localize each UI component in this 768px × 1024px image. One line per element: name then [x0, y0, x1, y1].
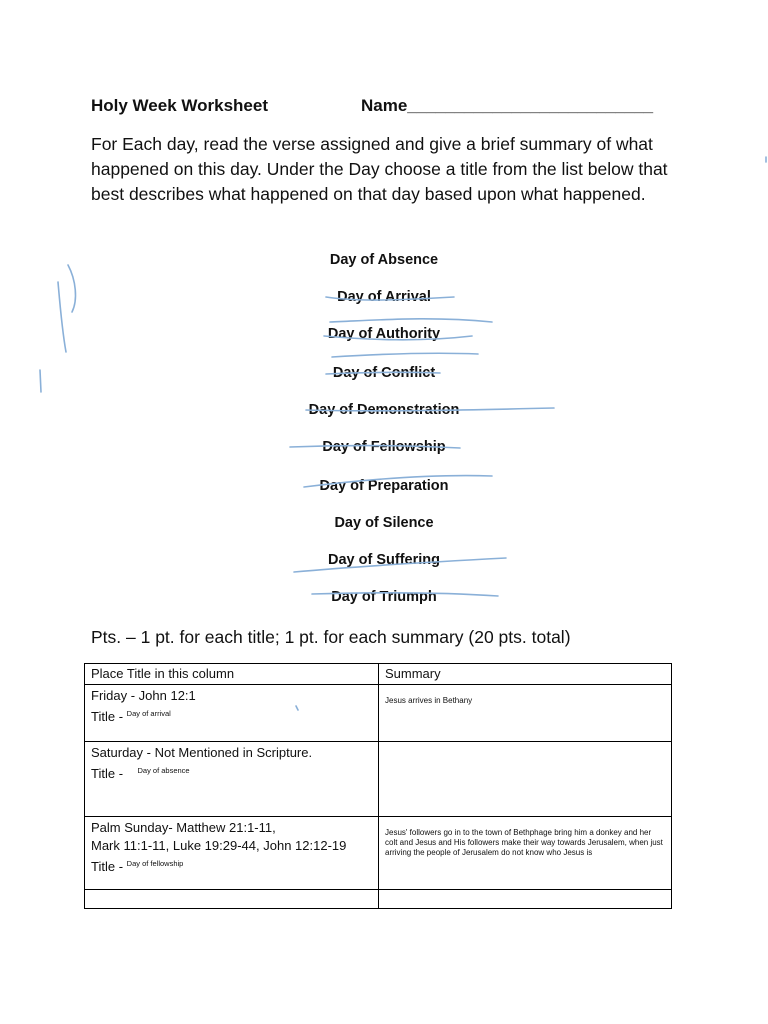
title-option: Day of Conflict — [332, 365, 436, 381]
day-reference: Saturday - Not Mentioned in Scripture. — [91, 745, 313, 760]
table-header-row — [85, 664, 672, 685]
title-answer: Day of fellowship — [126, 859, 184, 868]
summary-text — [385, 744, 665, 753]
title-option: Day of Arrival — [337, 289, 431, 305]
title-option: Day of Triumph — [331, 589, 437, 605]
summary-text: Jesus' followers go in to the town of Bethphage bring him a donkey and her colt and Jesus and His followers make their way towards Jerusalem, when just arriving the people of Jerusalem do not know who Jesus is — [385, 828, 663, 857]
title-cell[interactable] — [85, 817, 379, 890]
summary-cell[interactable] — [379, 742, 672, 817]
day-reference-continued: Mark 11:1-11, Luke 19:29-44, John 12:12-19 — [91, 838, 347, 853]
summary-cell[interactable] — [379, 685, 672, 742]
title-option: Day of Preparation — [319, 478, 449, 494]
ink-stroke — [330, 319, 492, 322]
title-option: Day of Authority — [327, 326, 441, 342]
title-cell[interactable] — [85, 890, 379, 909]
day-reference: Palm Sunday- Matthew 21:1-11, — [91, 820, 276, 835]
title-line — [91, 855, 372, 876]
day-reference: Friday - John 12:1 — [91, 688, 196, 703]
title-label: Title - — [91, 859, 124, 874]
title-option: Day of Suffering — [328, 552, 440, 568]
title-answer: Day of absence — [137, 766, 190, 775]
table-row — [85, 685, 672, 742]
title-cell[interactable] — [85, 742, 379, 817]
table-row — [85, 890, 672, 909]
table-row — [85, 817, 672, 890]
worksheet-table — [84, 663, 672, 909]
title-line — [91, 762, 372, 783]
points-note: Pts. – 1 pt. for each title; 1 pt. for each summary (20 pts. total) — [91, 627, 571, 647]
summary-cell[interactable] — [379, 817, 672, 890]
title-option: Day of Demonstration — [308, 402, 460, 418]
column-header-title: Place Title in this column — [85, 664, 379, 685]
column-header-summary: Summary — [379, 664, 672, 685]
summary-cell[interactable] — [379, 890, 672, 909]
title-label: Title - — [91, 709, 124, 724]
title-line — [91, 705, 372, 726]
ink-stroke — [332, 353, 478, 357]
title-option: Day of Fellowship — [322, 439, 446, 455]
title-answer: Day of arrival — [126, 709, 171, 718]
summary-text: Jesus arrives in Bethany — [385, 696, 473, 705]
title-cell[interactable] — [85, 685, 379, 742]
title-option: Day of Absence — [329, 252, 439, 268]
title-label: Title - — [91, 766, 124, 781]
instructions-text: For Each day, read the verse assigned and give a brief summary of what happened on this day. Under the Day choose a title from the list below that best describes what happened on that day based upon what happened. — [91, 134, 668, 204]
table-row — [85, 742, 672, 817]
worksheet-header — [91, 96, 654, 116]
name-field-label: Name__________________________ — [361, 96, 654, 115]
title-option: Day of Silence — [334, 515, 434, 531]
worksheet-title: Holy Week Worksheet — [91, 96, 268, 115]
